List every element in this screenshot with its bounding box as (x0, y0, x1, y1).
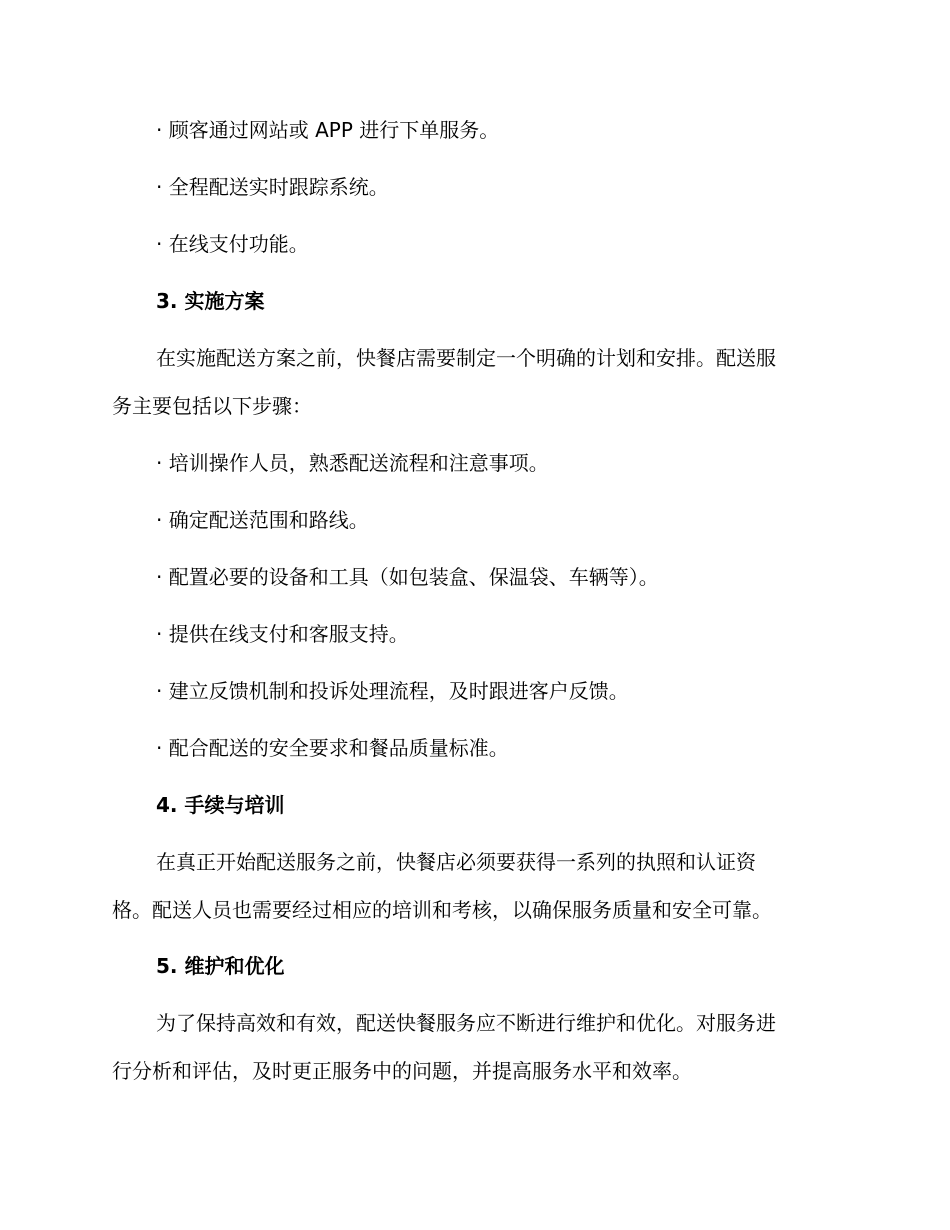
list-item: · 顾客通过网站或 APP 进行下单服务。 (156, 118, 500, 142)
list-item: · 建立反馈机制和投诉处理流程，及时跟进客户反馈。 (156, 679, 629, 703)
section-heading-3: 3. 实施方案 (156, 289, 265, 313)
paragraph-line: 行分析和评估，及时更正服务中的问题，并提高服务水平和效率。 (112, 1059, 692, 1083)
paragraph-line: 为了保持高效和有效，配送快餐服务应不断进行维护和优化。对服务进 (156, 1011, 776, 1035)
list-item: · 配置必要的设备和工具（如包装盒、保温袋、车辆等）。 (156, 565, 659, 589)
list-item: · 在线支付功能。 (156, 232, 309, 256)
list-item: · 提供在线支付和客服支持。 (156, 622, 409, 646)
section-heading-5: 5. 维护和优化 (156, 954, 285, 978)
paragraph-line: 在实施配送方案之前，快餐店需要制定一个明确的计划和安排。配送服 (156, 346, 776, 370)
section-heading-4: 4. 手续与培训 (156, 793, 285, 817)
paragraph-line: 在真正开始配送服务之前，快餐店必须要获得一系列的执照和认证资 (156, 850, 756, 874)
list-item: · 培训操作人员，熟悉配送流程和注意事项。 (156, 451, 549, 475)
list-item: · 全程配送实时跟踪系统。 (156, 175, 389, 199)
list-item: · 确定配送范围和路线。 (156, 508, 369, 532)
list-item: · 配合配送的安全要求和餐品质量标准。 (156, 736, 509, 760)
paragraph-line: 格。配送人员也需要经过相应的培训和考核，以确保服务质量和安全可靠。 (112, 898, 772, 922)
paragraph-line: 务主要包括以下步骤： (112, 394, 312, 418)
